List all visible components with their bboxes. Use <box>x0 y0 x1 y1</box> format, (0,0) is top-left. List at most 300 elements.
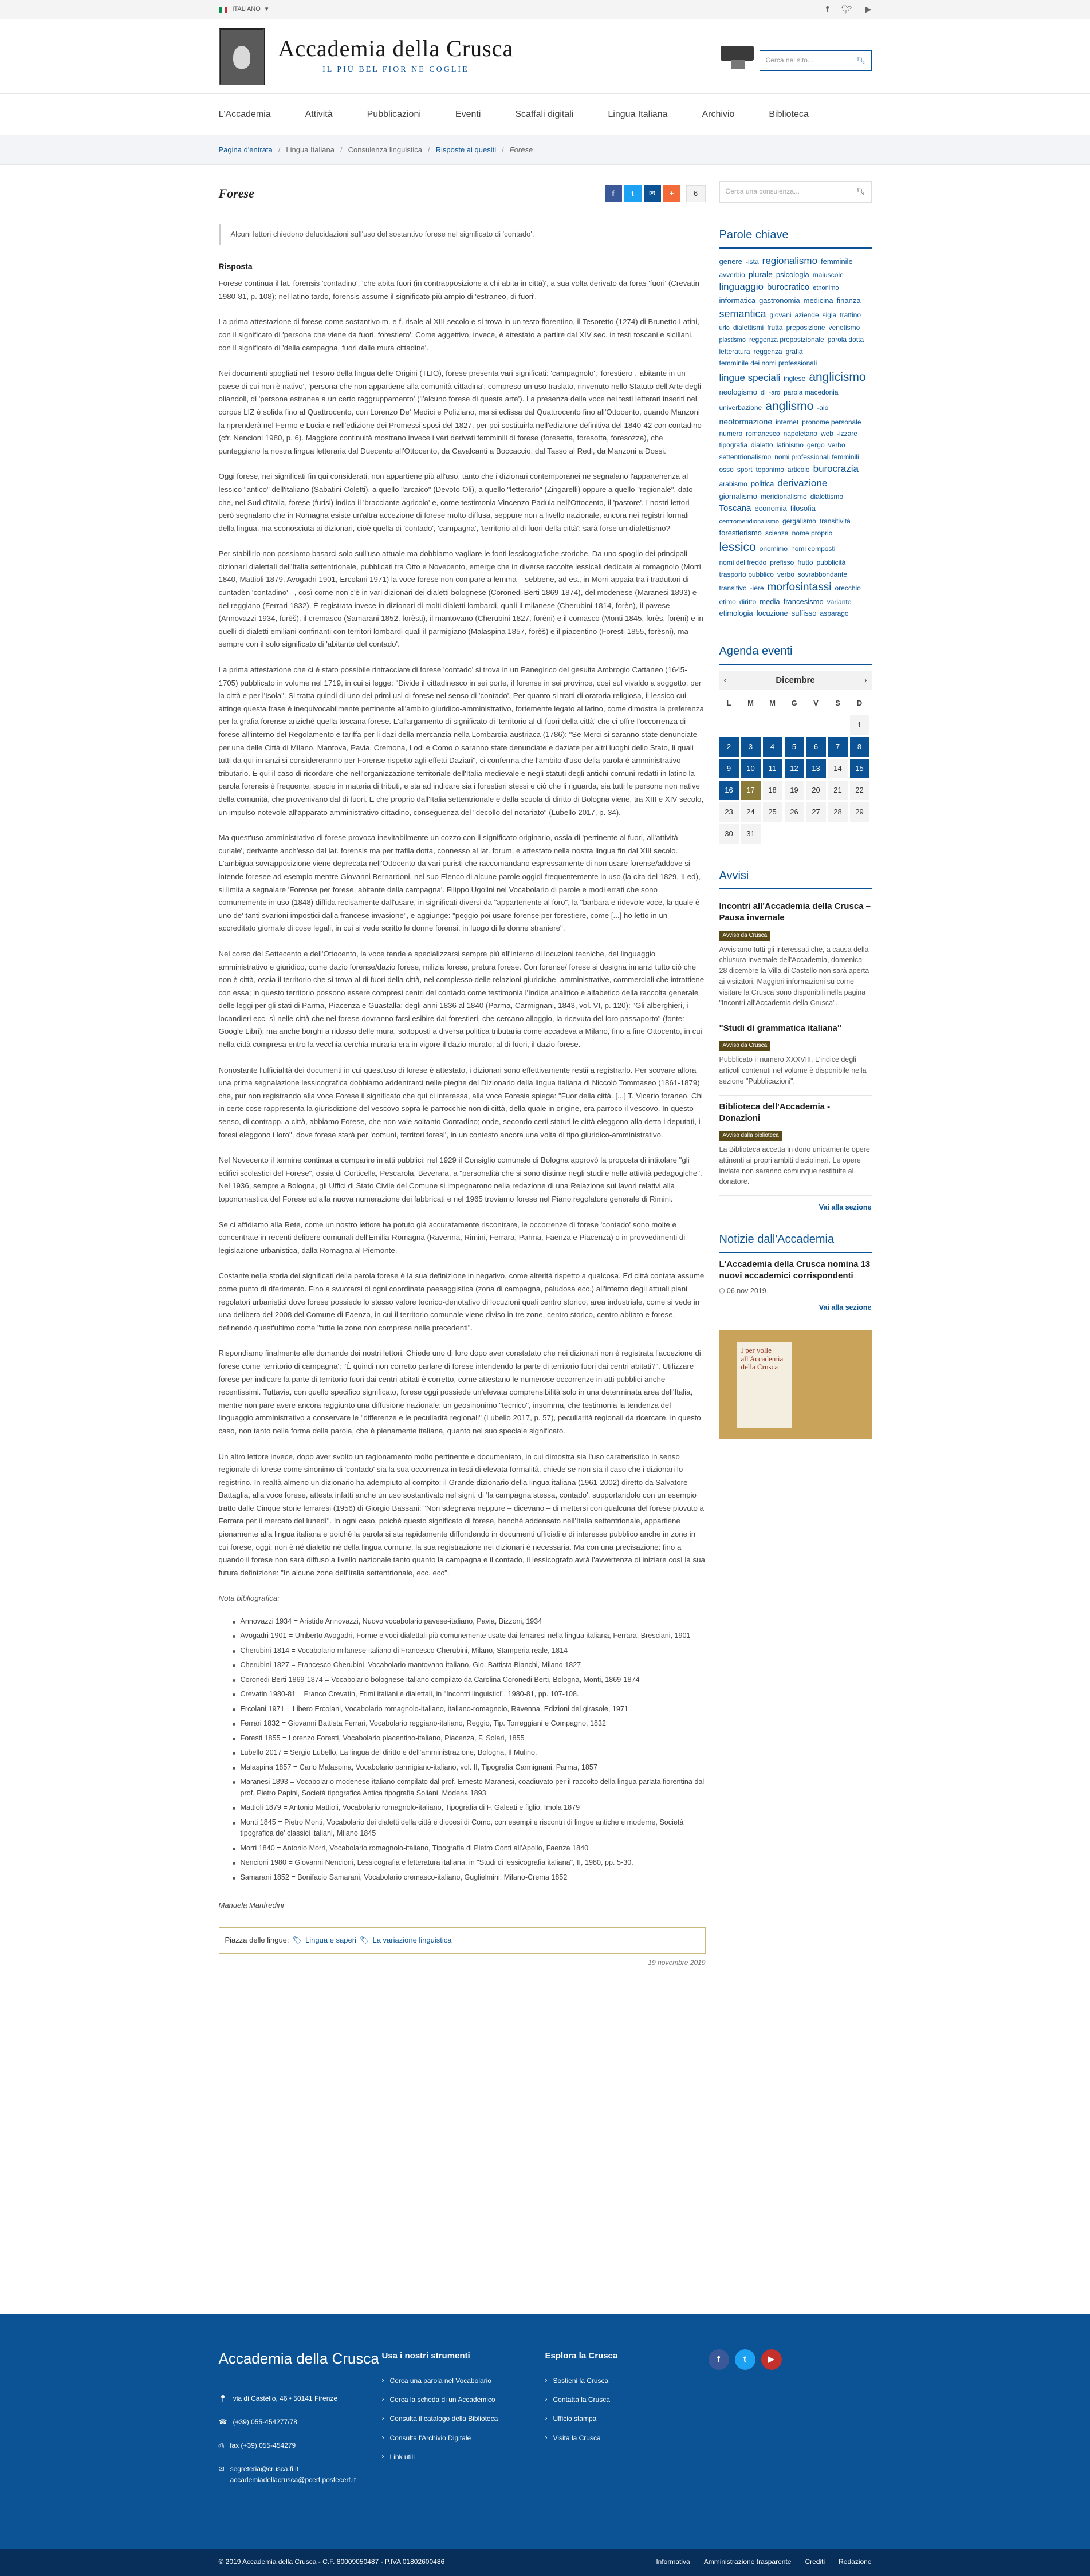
keyword-tag[interactable]: scienza <box>765 529 789 537</box>
email-icon: ✉ <box>218 2465 225 2473</box>
answer-paragraph: Per stabilirlo non possiamo basarci solo sull'uso attuale ma dobbiamo vagliare le fonti lessicografiche storiche. Da uno spoglio dei principali dizionari dialettali dell'Italia settentrionale, pubblicati tra Otto e Novecento, emerge che in diverse raccolte lessicali dedicate al romagnolo (Morri 1840, Mattioli 1879, Avogadri 1901, Ercolani 1971) la voce forese non compare a lemma – sebbene, ad es., in Morri appaia tra i traduttori di cuntadèn 'contadino' –, così come non c'è in vari dizionari dei dialetti bolognese (Coronedi Berti 1869-1874), del modenese (Maranesi 1893) e del reggiano (Ferrari 1832). È registrata invece in dizionari di molti dialetti lombardi, quali il milanese (Cherubini 1814, forèn), il pavese (Annovazzi 1934, furèš), il cremasco (Samarani 1852, forèsti), il mantovano (Cherubini 1827, forèni) e il comasco (Monti 1845, forès, forèni) e in quelli di dialetti emiliani confinanti con territori lombardi quali il parmigiano (Malaspina 1857, forèš) e il piacentino (Foresti 1855, forèsni), ma sempre con il solo significato di 'abitante del contado'. <box>218 549 703 649</box>
calendar-day[interactable]: 21 <box>828 781 848 800</box>
keyword-tag[interactable]: di <box>761 389 766 397</box>
calendar-empty-cell <box>741 715 761 735</box>
bibliography-item: Monti 1845 = Pietro Monti, Vocabolario dei dialetti della città e diocesi di Como, con esempi e riscontri di lingue antiche e moderne, Società tipografica de' classici italiani, Milano 1845 <box>241 1817 706 1840</box>
keyword-tag[interactable]: urlo <box>719 325 730 332</box>
clock-icon: 🕓︎ <box>719 1286 725 1295</box>
news-title: Notizie dall'Accademia <box>719 1230 872 1253</box>
answer-heading: Risposta <box>218 261 253 271</box>
keyword-tag[interactable]: letteratura <box>719 347 750 356</box>
footer-link[interactable]: › Consulta il catalogo della Biblioteca <box>382 2413 545 2424</box>
calendar-day[interactable]: 20 <box>806 781 826 800</box>
answer-paragraph: La prima attestazione di forese come sostantivo m. e f. risale al XIII secolo e si trova in un testo fiorentino, il Tesoretto (1274) di Brunetto Latini, con il significato di 'persona che viene da fuori, forestiero'. Come aggettivo, invece, è attestato a partire dal XIV sec. in testi toscani e siciliani, con il significato di 'della campagna, fuori dalle mura cittadine'. <box>218 317 699 352</box>
notice-text: Avvisiamo tutti gli interessati che, a causa della chiusura invernale dell'Accademia, domenica 28 dicembre la Villa di Castello non sarà aperta ai visitatori. Maggiori informazioni su come visitare la Crusca sono disponibili nella pagina "Incontri all'Accademia della Crusca". <box>719 945 869 1007</box>
page-title: Forese <box>218 186 254 201</box>
sidebar <box>719 181 872 1968</box>
bibliography-item: Ercolani 1971 = Libero Ercolani, Vocabolario romagnolo-italiano, italiano-romagnolo, Ravenna, Edizioni del girasole, 1971 <box>241 1704 706 1715</box>
tags-box <box>219 1927 706 1954</box>
keyword-tag[interactable]: transitività <box>819 517 851 525</box>
bibliography-item: Ferrari 1832 = Giovanni Battista Ferrari, Vocabolario reggiano-italiano, Reggio, Tip. Torreggiani e Compagno, 1832 <box>241 1718 706 1730</box>
answer-paragraph: Costante nella storia dei significati della parola forese è la sua definizione in negativo, come alterità rispetto a qualcosa. Ed città contata assume come punto di riferimento. Fino a svuotarsi di ogni coordinata paesaggistica (zona di campagna, paludosa ecc.) all'interno degli attuali piani regolatori urbanistici dove forese possiede lo stesso valore tecnico-denotativo di locuzioni quali centro storico, area industriale, come si vede in una delibera del 2008 del Comune di Faenza, in cui il territorio comunale viene diviso in tre zone, centro storico, centro abitato e forese, definendo quest'ultimo come "tutte le zone non comprese nelle precedenti". <box>218 1271 705 1332</box>
answer-paragraph: Nel corso del Settecento e dell'Ottocento, la voce tende a specializzarsi sempre più all'interno di locuzioni tecniche, del linguaggio amministrativo e giuridico, come dazio forense/dazio forese, milizia forese, pretura forese. Con forense/ forese si designa innanzi tutto ciò che non è città, ossia il territorio che si trova al di fuori della città, nel complesso delle relazioni giuridiche, amministrative, commerciali che intrattiene con essa; in questo territorio possono essere compresi centri del contado come testimonia l'Indice analitico e alfabetico della raccolta generale delle leggi per gli stati di Parma, Piacenza e Guastalla: degli anni 1836 al 1840 (Parma, Carmignani, 1843, vol. VI, p. 120): "Gli alberghieri, i locandieri ecc. sì nelle città che nel forese dovranno farsi esibire dai forestieri, che cercano alloggio, la ricevuta del loro passaporto" (fonte: Google Libri); ma anche borghi a ridosso delle mura, sottoposti a diversa politica tributaria come accadeva a Milano, fino a fine Ottocento, in cui nella città compresa entro la vecchia cerchia muraria era in vigore il dazio murato, al di fuori, il dazio forese. <box>218 949 705 1049</box>
notice-badge: Avviso da Crusca <box>719 1041 771 1051</box>
footer-brand: Accademia della Crusca <box>218 2350 379 2367</box>
keyword-tag[interactable]: neologismo <box>719 388 757 397</box>
site-footer <box>0 2314 1090 2549</box>
share-email-icon[interactable]: ✉ <box>644 185 661 202</box>
calendar-header <box>719 671 872 690</box>
calendar-day[interactable]: 3 <box>741 737 761 757</box>
keyword-tag[interactable]: semantica <box>719 308 766 320</box>
notice-title[interactable]: Biblioteca dell'Accademia - Donazioni <box>719 1101 831 1123</box>
keyword-tag[interactable]: -izzare <box>836 429 857 438</box>
keyword-tag[interactable]: nome proprio <box>792 529 833 537</box>
keywords-title: Parole chiave <box>719 226 872 249</box>
footer-link[interactable]: › Consulta l'Archivio Digitale <box>382 2433 545 2444</box>
keyword-tag[interactable]: centromeridionalismo <box>719 518 780 525</box>
chevron-right-icon[interactable]: › <box>864 675 867 686</box>
footer-link[interactable]: › Sostieni la Crusca <box>545 2376 709 2386</box>
keyword-tag[interactable]: trasporto pubblico <box>719 570 774 578</box>
news-date: 06 nov 2019 <box>726 1286 766 1295</box>
calendar-day[interactable]: 9 <box>719 759 739 778</box>
bibliography-list <box>241 1616 706 1884</box>
keyword-tag[interactable]: parola dotta <box>827 336 864 344</box>
keyword-tag[interactable]: transitivo <box>719 584 747 592</box>
keyword-tag[interactable]: burocrazia <box>813 463 859 475</box>
calendar-weekday: D <box>856 698 863 707</box>
tag-icon: 🏷︎ <box>292 1936 302 1945</box>
top-bar <box>0 0 1090 19</box>
keyword-tag[interactable]: latinismo <box>776 441 804 450</box>
answer-paragraph: Oggi forese, nei significati fin qui considerati, non appartiene più all'uso, tanto che i dizionari contemporanei ne segnalano l'appartenenza al lessico "antico" dell'italiano (Sabatini-Coletti), a quello "arcaico" (Devoto-Oli), a quello "letterario" (Zingarelli) oppure a quello "regionale", dato che, nel Sud d'Italia, forese (furisi) indica il 'bracciante agricolo' e, come testimonia Vincenzo Padula nell'Ottocento, il 'pastore'. I nostri lettori però segnalano che in Romagna esiste un'altra accezione di forese molto diffusa, seppure non a livello nazionale, ancora nei registri formali della lingua, ma sconosciuta ai dizionari, cioè quella di 'contado', 'campagna', 'territorio al di fuori della città': sarà forse un dialettismo? <box>218 472 693 533</box>
calendar-grid <box>719 694 872 844</box>
chevron-down-icon: ▾ <box>265 6 269 13</box>
footer-address <box>219 2393 382 2404</box>
keyword-tag[interactable]: etimo <box>719 597 736 606</box>
crusca-logo <box>219 28 265 85</box>
keyword-tag[interactable]: giornalismo <box>719 492 757 501</box>
breadcrumb-home[interactable]: Pagina d'entrata <box>218 145 273 154</box>
bibliography-item: Coronedi Berti 1869-1874 = Vocabolario bolognese italiano compilato da Carolina Coronedi Berti, Bologna, Monti, 1869-1874 <box>241 1675 706 1686</box>
print-icon: ⎙ <box>218 2441 225 2449</box>
calendar-weekday: L <box>726 698 731 707</box>
keyword-tag[interactable]: univerbazione <box>719 404 762 412</box>
bibliography-item: Mattioli 1879 = Antonio Mattioli, Vocabolario romagnolo-italiano, Tipografia di F. Galeati e figlio, Imola 1879 <box>241 1802 706 1814</box>
keyword-tag[interactable]: asparago <box>820 609 849 618</box>
breadcrumb-lingua-italiana[interactable]: Lingua Italiana <box>286 145 335 154</box>
social-links <box>826 3 872 17</box>
search-icon[interactable]: 🔍︎ <box>856 56 865 65</box>
tag-lingua-saperi[interactable]: Lingua e saperi <box>305 1936 356 1945</box>
calendar-empty-cell <box>806 824 826 844</box>
keyword-tag[interactable]: reggenza <box>753 347 782 356</box>
calendar-day[interactable]: 13 <box>806 759 826 778</box>
calendar-day[interactable]: 15 <box>850 759 869 778</box>
bottom-link-informativa[interactable]: Informativa <box>656 2558 690 2566</box>
chevron-left-icon[interactable]: ‹ <box>723 675 727 686</box>
keyword-tag[interactable]: locuzione <box>756 609 788 618</box>
article <box>219 181 706 1968</box>
calendar-day[interactable]: 8 <box>850 737 869 757</box>
calendar-day[interactable]: 23 <box>719 802 739 822</box>
bibliography-item: Malaspina 1857 = Carlo Malaspina, Vocabolario parmigiano-italiano, vol. II, Tipografia Carmignani, Parma, 1857 <box>241 1762 706 1774</box>
site-name: Accademia della Crusca <box>278 35 514 61</box>
bottom-bar <box>0 2549 1090 2576</box>
keyword-tag[interactable]: linguaggio <box>719 281 764 293</box>
keyword-tag[interactable]: lingue speciali <box>719 372 781 383</box>
breadcrumb <box>0 135 1090 165</box>
keyword-tag[interactable]: lessico <box>719 540 756 554</box>
answer-body <box>219 277 706 1580</box>
bottom-link-trasparenza[interactable]: Amministrazione trasparente <box>703 2558 792 2566</box>
bibliography-item: Lubello 2017 = Sergio Lubello, La lingua del diritto e dell'amministrazione, Bologna, Il Mulino. <box>241 1747 706 1759</box>
keyword-tag[interactable]: anglismo <box>765 400 814 413</box>
copyright: © 2019 Accademia della Crusca - C.F. 80009050487 - P.IVA 01802600486 <box>218 2558 445 2566</box>
keyword-tag[interactable]: giovani <box>769 310 792 319</box>
notice-item[interactable] <box>719 1017 872 1096</box>
keyword-tag[interactable]: arabismo <box>719 479 747 488</box>
calendar-empty-cell <box>850 824 869 844</box>
notice-text: La Biblioteca accetta in dono unicamente opere attinenti ai propri ambiti disciplinari. Le opere inviate non saranno comunque restituite al donatore. <box>719 1145 870 1186</box>
keyword-tag[interactable]: avverbio <box>719 270 745 279</box>
footer-col3-title: Esplora la Crusca <box>545 2351 618 2361</box>
notices-title: Avvisi <box>719 866 872 889</box>
keyword-tag[interactable]: filosofia <box>790 504 816 513</box>
calendar-empty-cell <box>719 715 739 735</box>
keyword-tag[interactable]: media <box>760 597 780 606</box>
nav-biblioteca[interactable]: Biblioteca <box>769 109 809 120</box>
bibliography-item: Nencioni 1980 = Giovanni Nencioni, Lessicografia e letteratura italiana, in "Studi di lessicografia italiana", II, 1980, pp. 5-30. <box>241 1857 706 1869</box>
keyword-tag[interactable]: nomi composti <box>791 544 836 553</box>
calendar-day[interactable]: 10 <box>741 759 761 778</box>
keyword-tag[interactable]: gastronomia <box>759 296 800 305</box>
footer-email-2[interactable]: accademiadellacrusca@pcert.postecert.it <box>230 2476 356 2484</box>
youtube-icon[interactable]: ▶ <box>864 5 872 14</box>
calendar-day[interactable]: 2 <box>719 737 739 757</box>
keyword-tag[interactable]: francesismo <box>783 597 824 606</box>
keyword-tag[interactable]: informatica <box>719 296 756 305</box>
tag-icon: 🏷︎ <box>359 1936 369 1945</box>
footer-link[interactable]: › Cerca una parola nel Vocabolario <box>382 2376 545 2386</box>
keyword-tag[interactable]: suffisso <box>791 609 817 618</box>
calendar-empty-cell <box>785 715 804 735</box>
bibliography-item: Foresti 1855 = Lorenzo Foresti, Vocabolario piacentino-italiano, Piacenza, F. Solari, 1855 <box>241 1733 706 1744</box>
question-quote: Alcuni lettori chiedono delucidazioni sull'uso del sostantivo forese nel significato di 'contado'. <box>219 224 706 245</box>
calendar-day[interactable]: 5 <box>785 737 804 757</box>
keyword-tag[interactable]: etnonimo <box>813 285 839 292</box>
keyword-tag[interactable]: grafia <box>785 347 803 356</box>
bottom-link-redazione[interactable]: Redazione <box>839 2558 872 2566</box>
footer-link[interactable]: › Cerca la scheda di un Accademico <box>382 2394 545 2405</box>
sieve-icon <box>721 42 755 71</box>
notice-badge: Avviso dalla biblioteca <box>719 1131 782 1141</box>
keyword-tag[interactable]: regionalismo <box>762 255 818 266</box>
keyword-tag[interactable]: dialetto <box>750 441 773 450</box>
keyword-tag[interactable]: numero <box>719 429 743 438</box>
calendar-day[interactable]: 4 <box>763 737 782 757</box>
calendar-day[interactable]: 11 <box>763 759 782 778</box>
keyword-tag[interactable]: inglese <box>784 374 806 383</box>
breadcrumb-separator: / <box>278 145 281 154</box>
keyword-tag[interactable]: Toscana <box>719 503 751 514</box>
keyword-tag[interactable]: burocratico <box>767 282 810 293</box>
footer-phone <box>219 2417 382 2428</box>
calendar-day[interactable]: 17 <box>741 781 761 800</box>
footer-link[interactable]: › Ufficio stampa <box>545 2413 709 2424</box>
calendar-weekday: V <box>813 698 819 707</box>
keyword-tag[interactable]: sigla <box>822 310 837 319</box>
keyword-tag[interactable]: osso <box>719 466 734 474</box>
answer-paragraph: Se ci affidiamo alla Rete, come un nostro lettore ha potuto già accuratamente riscontrare, le occorrenze di forese 'contado' sono molte e concentrate in recenti delibere comunali dell'Emilia-Romagna (Ravenna, Rimini, Ferrara, Parma, Faenza e Piacenza) o in provvedimenti di legislazione urbanistica, dalla Romagna al Piemonte. <box>218 1220 686 1255</box>
calendar-day[interactable]: 18 <box>763 781 782 800</box>
calendar-day[interactable]: 28 <box>828 802 848 822</box>
footer-email-1[interactable]: segreteria@crusca.fi.it <box>230 2465 299 2473</box>
keyword-tag[interactable]: prefisso <box>770 558 794 567</box>
calendar-weekday: M <box>747 698 754 707</box>
nav-scaffali-digitali[interactable]: Scaffali digitali <box>515 109 574 120</box>
nav-accademia[interactable]: L'Accademia <box>218 109 271 120</box>
news-image-card: I per volle all'Accademia della Crusca <box>737 1342 792 1428</box>
calendar-weekday: G <box>791 698 797 707</box>
notice-badge: Avviso da Crusca <box>719 931 771 941</box>
keyword-tag[interactable]: articolo <box>787 466 810 474</box>
twitter-icon[interactable]: t <box>735 2349 755 2370</box>
footer-email <box>219 2464 382 2486</box>
breadcrumb-current: Forese <box>509 145 533 154</box>
keyword-tag[interactable]: etimologia <box>719 609 753 618</box>
calendar-day[interactable]: 1 <box>850 715 869 735</box>
site-motto: IL PIÙ BEL FIOR NE COGLIE <box>322 65 469 74</box>
answer-paragraph: La prima attestazione che ci è stato possibile rintracciare di forese 'contado' si trova in un Panegirico del gesuita Ambrogio Cattaneo (1645-1705) pubblicato in volume nel 1719, in cui si legge: "Divide il cittadinesco in sei porte, il forense in sei province, così sul vivaldo a soggetto, per la città e per l'Isola". Si tratta quindi di uno dei primi usi di forese nel senso di 'contado'. Per quanto si tratti di oratoria religiosa, il lessico cui attinge questa frase è inequivocabilmente pertinente all'ambito giuridico-amministrativo, fortemente legato al latino, come dimostra la preferenza per la grafia forense anziché quella toscana forese. L'allargamento di significato di 'territorio al di fuori della città' che ci offre l'occorrenza di forese all'interno del Regolamento e tariffa per li dazi della mercanzia nella Lombardia austriaca (1786): "Se Merci si saranno state denunciate per una delle Città di Milano, Mantova, Pavia, Cremona, Lodi e Como o saranno state denunciate e daziate per altri luoghi dello Stato, li quali tutti da qui innanzi si considereranno per Forense rispetto agli effetti Daziari", ci conferma che l'ambito d'uso della parola è amministrativo-tributario. È qui il caso di ricordare che nell'organizzazione territoriale dell'Italia medievale e negli statuti degli antichi comuni redatti in latino la parola forensis è frequente, specie in materia di tributi, e sta ad indicare sia i forestieri stessi e ciò che li riguarda, sia tutti le persone non native della comunità, che provenivano dal di fuori. E che proprio dall'Italia settentrionale e dalla scuola di diritto di Bologna viene, tra XIII e XIV secolo, un impulso notevole all'apparato amministrativo cittadino, conseguenza del "decollo del notariato" (Lubello 2017, p. 34). <box>218 665 704 817</box>
keyword-tag[interactable]: medicina <box>803 296 833 305</box>
keyword-tag[interactable]: preposizione <box>786 324 825 332</box>
answer-paragraph: Nei documenti spogliati nel Tesoro della lingua delle Origini (TLIO), forese presenta vari significati: 'campagnolo', 'forestiero', 'abitante in un paese di cui non è nativo', 'persona che non appartiene alla comunità cittadina', compreso un uso traslato, rinvenuto nello Statuto dell'Arte degli oliandoli, di 'persona estranea a un certo raggruppamento' ('l'alcuno forese di questa arte'). La presenza della voce nei testi letterari inseriti nel corpus LIZ è solida fino al Quattrocento, con Lorenzo De' Medici e Poliziano, ma si eclissa dal Quattrocento fino all'Ottocento, quando Manzoni la riprenderà nel Fermo e Lucia e nell'edizione dei Promessi sposi del 1827, per poi sostituirla nell'edizione definitiva del 1840-42 con contadino (cfr. Nencioni 1980, p. 6). Maggiore continuità mostrano invece i vari derivati femminili di forese (foresetta, foresotta, foresozza), che punteggiano la nostra lingua letteraria dal Duecento all'Ottocento, da Cavalcanti a Boccaccio, dal Tasso al Redi, da Manzoni a Dossi. <box>218 369 702 455</box>
calendar-day[interactable]: 27 <box>806 802 826 822</box>
keyword-tag[interactable]: -aio <box>817 404 829 412</box>
bibliography-item: Morri 1840 = Antonio Morri, Vocabolario romagnolo-italiano, Tipografia di Pietro Conti all'Apollo, Faenza 1840 <box>241 1843 706 1854</box>
footer-address-text: via di Castello, 46 • 50141 Firenze <box>233 2394 338 2402</box>
bibliography-item: Samarani 1852 = Bonifacio Samarani, Vocabolario cremasco-italiano, Guglielmini, Milano-Crema 1852 <box>241 1872 706 1884</box>
calendar-day[interactable]: 14 <box>828 759 848 778</box>
map-pin-icon: 📍︎ <box>218 2394 227 2402</box>
keyword-cloud <box>719 254 872 619</box>
keyword-tag[interactable]: politica <box>750 479 774 488</box>
keyword-tag[interactable]: gergalismo <box>782 517 816 525</box>
news-item-title[interactable]: L'Accademia della Crusca nomina 13 nuovi accademici corrispondenti <box>719 1259 871 1281</box>
bibliography-item: Crevatin 1980-81 = Franco Crevatin, Etimi italiani e dialettali, in "Incontri linguistici", 1980-81, pp. 107-108. <box>241 1689 706 1700</box>
calendar-day[interactable]: 16 <box>719 781 739 800</box>
keyword-tag[interactable]: sport <box>737 466 753 474</box>
site-header <box>0 19 1090 94</box>
keyword-tag[interactable]: reggenza preposizionale <box>749 336 824 344</box>
notices-more-link[interactable]: Vai alla sezione <box>819 1203 872 1212</box>
news-item-date <box>719 1286 872 1297</box>
facebook-icon[interactable]: f <box>825 5 829 14</box>
calendar-empty-cell <box>763 824 782 844</box>
calendar-empty-cell <box>828 715 848 735</box>
keyword-tag[interactable]: morfosintassi <box>767 581 832 593</box>
news-more-link[interactable]: Vai alla sezione <box>819 1303 872 1312</box>
bibliography-item: Cherubini 1827 = Francesco Cherubini, Vocabolario mantovano-italiano, Gio. Battista Bianchi, Milano 1827 <box>241 1660 706 1671</box>
share-count: 6 <box>686 185 706 202</box>
consulenza-search-placeholder: Cerca una consulenza... <box>725 187 800 196</box>
calendar-weekday: M <box>769 698 776 707</box>
breadcrumb-separator: / <box>340 145 343 154</box>
footer-col2-title: Usa i nostri strumenti <box>381 2351 470 2361</box>
facebook-icon[interactable]: f <box>709 2349 729 2370</box>
keyword-tag[interactable]: -aro <box>769 389 781 397</box>
keyword-tag[interactable]: diritto <box>739 597 757 606</box>
keyword-tag[interactable]: variante <box>827 597 852 606</box>
keyword-tag[interactable]: orecchio <box>835 584 861 592</box>
consulenza-search-input[interactable] <box>719 181 872 203</box>
keyword-tag[interactable]: onomimo <box>759 544 788 553</box>
keyword-tag[interactable]: forestierismo <box>719 528 762 537</box>
calendar-day[interactable]: 26 <box>785 802 804 822</box>
footer-link[interactable]: › Contatta la Crusca <box>545 2394 709 2405</box>
tags-label: Piazza delle lingue: <box>225 1936 289 1945</box>
footer-social <box>709 2349 872 2370</box>
keyword-tag[interactable]: plastismo <box>719 337 746 344</box>
main-navigation <box>0 94 1090 135</box>
footer-phone-text: (+39) 055-454277/78 <box>233 2417 297 2426</box>
breadcrumb-separator: / <box>427 145 430 154</box>
keyword-tag[interactable]: tipografia <box>719 441 747 450</box>
keyword-tag[interactable]: frutto <box>797 558 813 567</box>
keyword-tag[interactable]: pronome personale <box>802 417 861 426</box>
language-switcher[interactable] <box>219 5 269 15</box>
keyword-tag[interactable]: finanza <box>836 296 861 305</box>
language-label: ITALIANO <box>232 6 261 13</box>
share-twitter-icon[interactable]: t <box>624 185 642 202</box>
nav-attivita[interactable]: Attività <box>305 109 333 120</box>
keyword-tag[interactable]: parola macedonia <box>784 388 839 397</box>
keyword-tag[interactable]: frutta <box>767 324 783 332</box>
footer-fax-text: fax (+39) 055-454279 <box>230 2441 296 2449</box>
keyword-tag[interactable]: trattino <box>840 310 861 319</box>
keyword-tag[interactable]: aziende <box>794 310 819 319</box>
bibliography-item: Maranesi 1893 = Vocabolario modenese-italiano compilato dal prof. Ernesto Maranesi, coadiuvato per il raccolto della lingua parlata fiorentina dal prof. Pietro Papini, Società tipografica Antica tipografia Soliani, Modena 1893 <box>241 1777 706 1799</box>
tag-variazione[interactable]: La variazione linguistica <box>372 1936 452 1945</box>
keyword-tag[interactable]: neoformazione <box>719 416 773 426</box>
notice-title[interactable]: "Studi di grammatica italiana" <box>719 1023 841 1034</box>
notice-title[interactable]: Incontri all'Accademia della Crusca – Pausa invernale <box>719 901 871 923</box>
search-icon[interactable]: 🔍︎ <box>856 187 865 196</box>
calendar-empty-cell <box>828 824 848 844</box>
author-signature: Manuela Manfredini <box>218 1900 284 1909</box>
answer-paragraph: Rispondiamo finalmente alle domande dei nostri lettori. Chiede uno di loro dopo aver constatato che nei dizionari non è registrata l'accezione di forese come 'territorio di campagna': "È quindi non corretto parlare di forese intendendo la parte di territorio fuori dai centri abitati?". Utilizzare forese per indicare la parte di territorio fuori dai centri abitati è corretto, come attestano le numerose occorrenze in atti pubblici anche recentissimi. Tuttavia, con quello specifico significato, forese oggi possiede un'elevata comprensibilità solo in una determinata area dell'Italia, mentre non pare avere ancora raggiunto una diffusione nazionale: un geosinonimo "tecnico", insomma, che testimonia la tendenza del linguaggio amministrativo a conservare le "differenze e le peculiarità regionali" (Lubello 2017, p. 57), peculiarità regionali da ricercare, in questo caso, non tanto nella forma della parola, che è pienamente italiana, quanto nel suo speciale significato. <box>218 1349 701 1435</box>
youtube-icon[interactable]: ▶ <box>761 2349 782 2370</box>
keyword-tag[interactable]: plurale <box>748 269 773 279</box>
nav-pubblicazioni[interactable]: Pubblicazioni <box>367 109 421 120</box>
notice-item[interactable] <box>719 1096 872 1196</box>
site-search-input[interactable] <box>760 50 872 71</box>
keyword-tag[interactable]: anglicismo <box>809 370 866 384</box>
keyword-tag[interactable]: maiuscole <box>812 270 844 279</box>
brand[interactable] <box>219 28 514 85</box>
calendar-day[interactable]: 7 <box>828 737 848 757</box>
twitter-icon[interactable]: 🐦︎ <box>841 5 852 14</box>
keyword-tag[interactable]: verbo <box>777 570 794 578</box>
keyword-tag[interactable]: femminile <box>821 257 853 266</box>
keyword-tag[interactable]: meridionalismo <box>760 493 807 501</box>
site-search-placeholder: Cerca nel sito... <box>765 56 813 65</box>
bottom-link-crediti[interactable]: Crediti <box>805 2558 825 2566</box>
breadcrumb-consulenza[interactable]: Consulenza linguistica <box>348 145 422 154</box>
keyword-tag[interactable]: economia <box>754 504 787 513</box>
keyword-tag[interactable]: web <box>820 429 833 438</box>
share-more-icon[interactable]: + <box>663 185 680 202</box>
calendar-empty-cell <box>763 715 782 735</box>
bibliography-item: Annovazzi 1934 = Aristide Annovazzi, Nuovo vocabolario pavese-italiano, Pavia, Bizzoni, 1934 <box>241 1616 706 1628</box>
keyword-tag[interactable]: nomi del freddo <box>719 558 767 567</box>
calendar-day[interactable]: 31 <box>741 824 761 844</box>
calendar-empty-cell <box>785 824 804 844</box>
calendar-day[interactable]: 25 <box>763 802 782 822</box>
keyword-tag[interactable]: -ista <box>745 258 759 266</box>
calendar-day[interactable]: 30 <box>719 824 739 844</box>
answer-paragraph: Nel Novecento il termine continua a comparire in atti pubblici: nel 1929 il Consiglio comunale di Bologna approvò la proposta di intitolare "gli edifici scolastici del Forese", ossia di Corticella, Pescarola, Beverara, a "personalità che si sono distinte negli studi e nelle attività pedagogiche". Nel 1936, sempre a Bologna, gli Uffici di Stato Civile del Comune si impegnarono nella redazione di una Relazione sui lavori relativi alla toponomastica del Forese ed alla nuova numerazione dei fabbricati e nel 1965 troviamo forese nel Piano regolatore generale di Rimini. <box>218 1156 702 1203</box>
share-facebook-icon[interactable]: f <box>605 185 622 202</box>
calendar-day[interactable]: 29 <box>850 802 869 822</box>
calendar-empty-cell <box>806 715 826 735</box>
calendar-day[interactable]: 24 <box>741 802 761 822</box>
keyword-tag[interactable]: internet <box>776 417 799 426</box>
keyword-tag[interactable]: romanesco <box>746 429 780 438</box>
keyword-tag[interactable]: venetismo <box>828 324 860 332</box>
keyword-tag[interactable]: -iere <box>750 584 764 592</box>
footer-link[interactable]: › Link utili <box>382 2452 545 2463</box>
calendar-day[interactable]: 22 <box>850 781 869 800</box>
keyword-tag[interactable]: settentrionalismo <box>719 452 772 461</box>
footer-link[interactable]: › Visita la Crusca <box>545 2433 709 2444</box>
keyword-tag[interactable]: genere <box>719 257 742 266</box>
keyword-tag[interactable]: dialettismi <box>733 324 764 332</box>
keyword-tag[interactable]: verbo <box>828 441 845 450</box>
notice-text: Pubblicato il numero XXXVIII. L'indice degli articoli contenuti nel volume è disponibile nella sezione "Pubblicazioni". <box>719 1055 867 1085</box>
keyword-tag[interactable]: dialettismo <box>810 493 844 501</box>
keyword-tag[interactable]: femminile dei nomi professionali <box>719 359 817 368</box>
notice-item[interactable] <box>719 895 872 1017</box>
calendar-month: Dicembre <box>776 675 815 686</box>
nav-archivio[interactable]: Archivio <box>702 109 735 120</box>
news-image[interactable] <box>719 1330 872 1439</box>
footer-fax <box>219 2440 382 2451</box>
answer-paragraph: Nonostante l'ufficialità dei documenti in cui quest'uso di forese è attestato, i dizionari sono effettivamente restii a registrarlo. Per scovare allora una prima segnalazione lessicografica dobbiamo addentrarci nelle pieghe del Dizionario della lingua italiana di Niccolò Tommaseo (1861-1879) che, pur non registrando alla voce Forese il significato che qui ci interessa, alla voce Foresia spiega: "Fuor della città. [...] T. Vicario foraneo. Chi in certe cose rappresenta la giurisdizione del vescovo sopra le parrocchie non di città, della quale in origine, era parroco il vescovo. In questo senso, di contrapp. a città, abbiamo Forese, che non vale soltanto Contadino; onde, secondo certi statuti le città eleggono alla detta i deputati, i foresi eleggono i loro", dove forese starà per 'comuni, territori foresi', in un contesto ancora una volta di tipo giuridico-amministrativo. <box>218 1065 703 1139</box>
bibliography-heading: Nota bibliografica: <box>218 1594 280 1603</box>
calendar-day[interactable]: 19 <box>785 781 804 800</box>
keyword-tag[interactable]: toponimo <box>755 466 784 474</box>
keyword-tag[interactable]: gergo <box>806 441 825 450</box>
bibliography-item: Avogadri 1901 = Umberto Avogadri, Forme e voci dialettali più comunemente usate dai ferraresi nella lingua italiana, Ferrara, Bresciani, 1901 <box>241 1630 706 1642</box>
events-title: Agenda eventi <box>719 642 872 665</box>
calendar-day[interactable]: 12 <box>785 759 804 778</box>
nav-lingua-italiana[interactable]: Lingua Italiana <box>608 109 668 120</box>
keyword-tag[interactable]: sovrabbondante <box>797 570 847 578</box>
calendar-weekday: S <box>835 698 840 707</box>
breadcrumb-risposte[interactable]: Risposte ai quesiti <box>435 145 497 154</box>
answer-paragraph: Un altro lettore invece, dopo aver svolto un ragionamento molto pertinente e documentato, in cui dimostra sia l'uso caratteristico in senso regionale di forese come sinonimo di 'contado' sia la sua occorrenza in testi di elevata formalità, chiede se non sia il caso che i dizionari lo registrino. In realtà almeno un dizionario ha adempiuto al compito: il Grande dizionario della lingua italiana (1961-2002) diretto da Salvatore Battaglia, alla voce forese, attesta infatti anche un uso sostantivato nel signi. di 'la campagna stessa, contado', supportandolo con un esempio tratto dalle Cinque storie ferraresi (1956) di Giorgio Bassani: "Non sdegnava neppure – dicevano – di mettersi con qualcuna del forese piovuto a Ferrara per il mercato del lunedì". In ogni caso, poiché questo significato di forese, benché addensato nell'Italia settentrionale, appartiene pienamente alla lingua italiana e poiché la parola si sta rapidamente diffondendo in documenti ufficiali e di interesse pubblico anche in zone in cui forese, oggi, non è né dialetto né della lingua comune, la sua registrazione nei dizionari è necessaria. Ma con una precisazione: fino a quando il forese non sarà diffuso a livello nazionale tanto quanto la campagna e il contado, il lessicografo avrà l'avvertenza di iniziare così la sua futura definizione: "In alcune zone dell'Italia settentrionale, ecc. ecc". <box>218 1452 705 1577</box>
keyword-tag[interactable]: pubblicità <box>816 558 846 567</box>
nav-eventi[interactable]: Eventi <box>455 109 481 120</box>
calendar-day[interactable]: 6 <box>806 737 826 757</box>
keyword-tag[interactable]: nomi professionali femminili <box>774 452 859 461</box>
keyword-tag[interactable]: psicologia <box>776 270 809 279</box>
keyword-tag[interactable]: napoletano <box>783 429 817 438</box>
keyword-tag[interactable]: derivazione <box>777 477 828 489</box>
